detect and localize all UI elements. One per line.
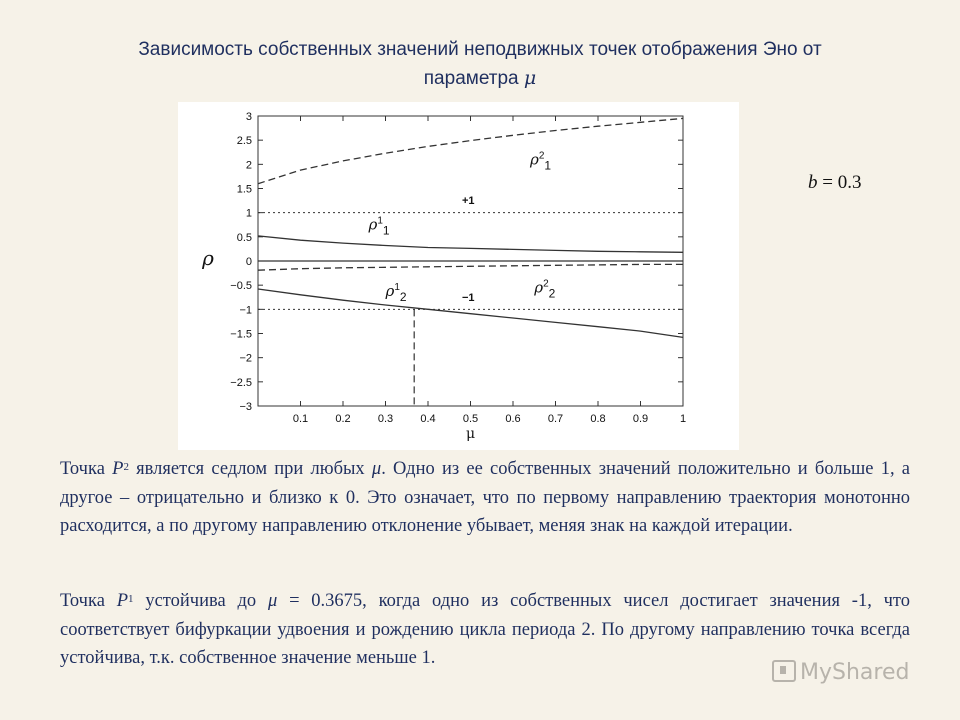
title-line-2-text: параметра <box>423 68 519 89</box>
y-tick-label: −3 <box>239 401 252 413</box>
curve-label-sup: 1 <box>377 215 383 227</box>
y-tick-label: −1 <box>239 304 252 317</box>
curve-label-base: ρ <box>385 281 395 300</box>
curve-label <box>533 278 555 300</box>
p1-point-symbol: P <box>112 459 124 479</box>
paragraph-p2 <box>60 455 910 541</box>
curve-label-sub: 2 <box>548 286 556 301</box>
y-axis-label: ρ <box>202 246 214 270</box>
curve-label-base: ρ <box>368 215 378 234</box>
reference-line-label: −1 <box>462 292 475 305</box>
curve-label-sub: 1 <box>382 223 390 238</box>
p1-text-b: является седлом при любых <box>128 459 372 479</box>
title-line-2 <box>60 64 900 93</box>
p2-text-c: = 0.3675, когда одно из собственных чисел достигает значения -1, что соответствует бифуркации удвоения и рождению цикла периода 2. По другому направлению точка всегда устойчива, т.к. собственное значение меньше 1. <box>60 591 911 668</box>
curve-label <box>368 216 390 238</box>
y-tick-label: 2.5 <box>236 135 252 148</box>
p1-text-c: . Одно из ее собственных значений положительно и больше 1, а другое – отрицательно и близко к 0. Это означает, что по первому направлению траектория монотонно расходится, а по другому направлению отклонение убывает, меняя знак на каждой итерации. <box>60 459 911 536</box>
y-tick-label: 0.5 <box>236 231 252 244</box>
curve-label-base: ρ <box>534 278 544 297</box>
y-tick-label: 1 <box>245 207 252 220</box>
curve-label <box>529 150 551 172</box>
param-b-symbol: b <box>808 172 818 193</box>
x-tick-label: 1 <box>679 413 687 425</box>
x-tick-label: 0.8 <box>590 413 606 425</box>
y-tick-label: 3 <box>245 111 252 123</box>
x-tick-label: 0.3 <box>377 413 394 425</box>
x-tick-label: 0.1 <box>292 413 309 425</box>
y-tick-label: −1.5 <box>230 328 252 341</box>
p2-text-a: Точка <box>60 591 117 611</box>
presentation-icon <box>772 660 796 682</box>
slide-title <box>60 36 900 93</box>
p1-text-a: Точка <box>60 459 113 479</box>
p1-point-index: 2 <box>123 461 129 473</box>
reference-line-label: +1 <box>462 194 475 207</box>
x-tick-label: 0.2 <box>335 413 351 425</box>
curve-label-sub: 1 <box>544 158 552 173</box>
y-tick-label: −0.5 <box>230 280 252 293</box>
curve-label-sup: 2 <box>538 150 545 162</box>
curve-label <box>385 282 407 304</box>
p2-point-index: 1 <box>128 593 134 605</box>
y-tick-label: −2.5 <box>230 376 252 389</box>
eigenvalue-chart <box>178 102 739 450</box>
curve-label-sup: 1 <box>394 281 400 293</box>
series-line <box>258 264 683 270</box>
watermark-text: MyShared <box>800 660 910 685</box>
x-tick-label: 0.5 <box>462 413 479 425</box>
x-axis-label: μ <box>465 426 476 442</box>
y-tick-label: 0 <box>245 256 252 268</box>
p2-mu-symbol: μ <box>267 591 278 611</box>
curve-label-base: ρ <box>530 150 539 169</box>
p2-text-b: устойчива до <box>133 591 268 611</box>
series-line <box>258 236 683 252</box>
param-b-value: = 0.3 <box>817 172 862 193</box>
curve-label-sup: 2 <box>543 278 549 290</box>
x-tick-label: 0.7 <box>547 413 564 425</box>
x-tick-label: 0.4 <box>420 413 436 425</box>
series-line <box>258 118 683 183</box>
x-tick-label: 0.9 <box>632 413 649 425</box>
y-tick-label: 1.5 <box>236 183 252 196</box>
title-line-1: Зависимость собственных значений неподвижных точек отображения Эно от <box>138 39 822 60</box>
title-mu-symbol: μ <box>523 67 537 89</box>
x-tick-label: 0.6 <box>505 413 521 425</box>
p2-point-symbol: P <box>116 591 129 611</box>
p1-mu-symbol: μ <box>371 459 382 479</box>
parameter-b <box>808 172 861 194</box>
watermark <box>772 660 909 685</box>
y-tick-label: −2 <box>239 352 252 365</box>
y-tick-label: 2 <box>245 159 252 172</box>
curve-label-sub: 2 <box>399 289 407 304</box>
chart-panel <box>178 102 739 450</box>
